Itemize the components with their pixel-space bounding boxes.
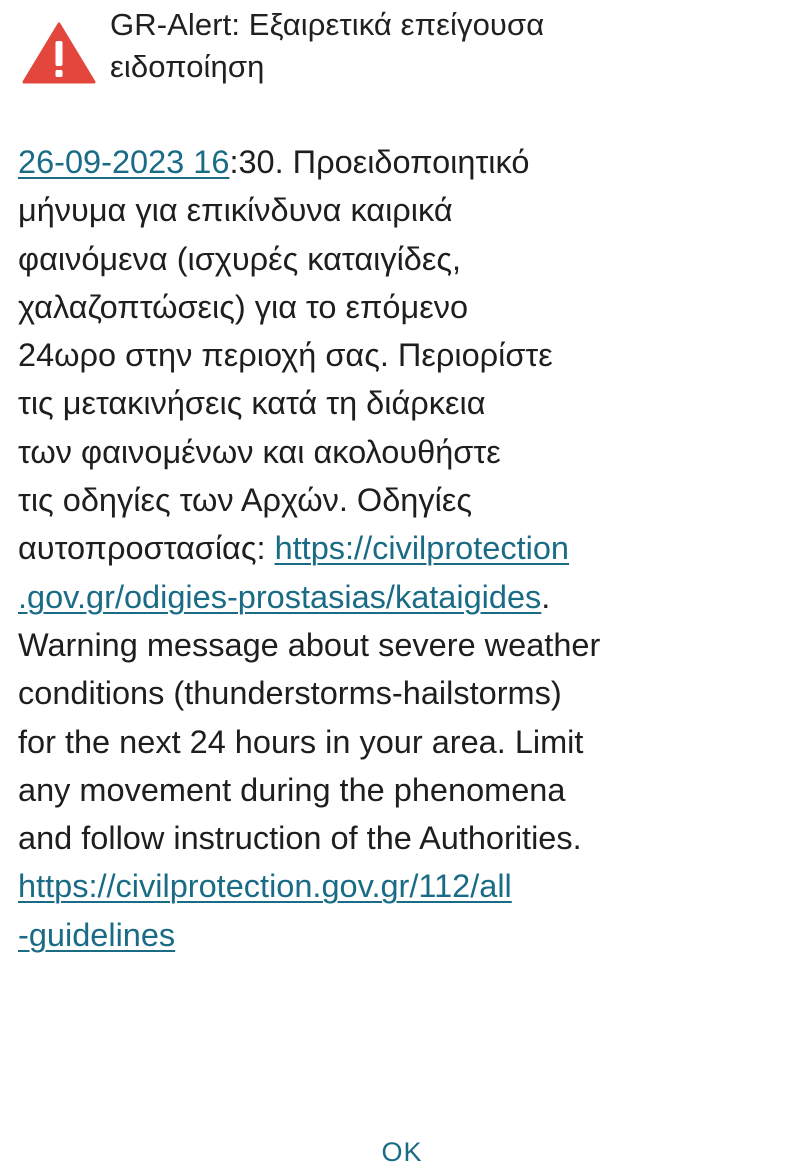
alert-title [110,4,770,88]
message-line [18,862,788,910]
message-line: μήνυμα για επικίνδυνα καιρικά [18,192,453,229]
civilprotection-kataigides-link-continued[interactable]: .gov.gr/odigies-prostasias/kataigides [18,578,542,615]
civilprotection-kataigides-link[interactable]: https://civilprotection [274,530,569,567]
message-line: 24ωρο στην περιοχή σας. Περιορίστε [18,337,553,374]
message-line [18,573,788,621]
civilprotection-guidelines-link[interactable]: https://civilprotection.gov.gr/112/all [18,868,512,905]
message-line [18,911,788,959]
message-line: φαινόμενα (ισχυρές καταιγίδες, [18,240,462,277]
message-line [18,524,788,572]
message-line: Warning message about severe weather [18,626,601,663]
message-text: :30. Προειδοποιητικό [229,144,530,180]
alert-message [18,138,788,959]
date-link[interactable]: 26-09-2023 16 [18,144,230,180]
civilprotection-guidelines-link-continued[interactable]: -guidelines [18,916,176,953]
message-text: αυτοπροστασίας: [18,530,275,567]
message-line: των φαινομένων και ακολουθήστε [18,433,501,470]
message-line: for the next 24 hours in your area. Limit [18,723,584,760]
message-line: and follow instruction of the Authorities. [18,820,582,857]
alert-title-line-2: ειδοποίηση [110,49,265,84]
warning-triangle-icon [22,22,96,84]
message-line: τις οδηγίες των Αρχών. Οδηγίες [18,482,472,519]
message-line: any movement during the phenomena [18,771,566,808]
alert-title-line-1: GR-Alert: Εξαιρετικά επείγουσα [110,7,545,42]
message-line [18,138,788,186]
message-line: conditions (thunderstorms-hailstorms) [18,675,562,712]
message-text: . [541,578,551,615]
message-line: χαλαζοπτώσεις) για το επόμενο [18,288,469,325]
message-line: τις μετακινήσεις κατά τη διάρκεια [18,385,486,422]
alert-header [14,4,784,92]
ok-button[interactable]: OK [360,1130,444,1174]
